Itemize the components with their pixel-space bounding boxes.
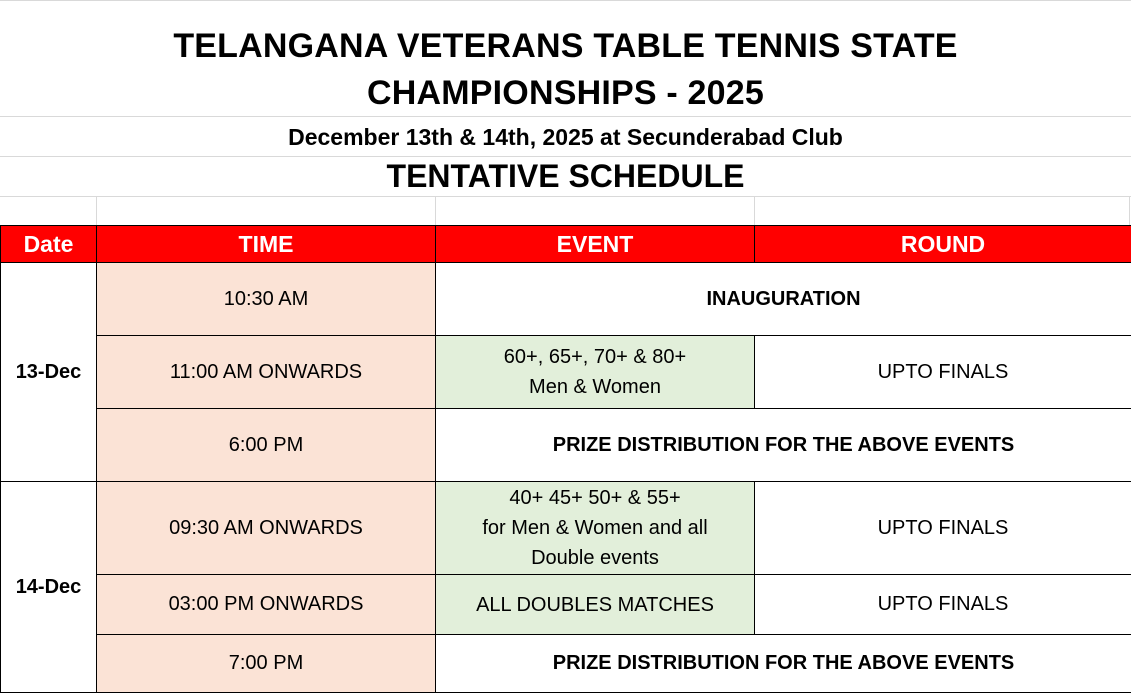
table-row: [1, 482, 1131, 575]
event-line: Men & Women: [529, 376, 661, 398]
column-header-date: Date: [1, 226, 97, 263]
merged-event-cell: PRIZE DISTRIBUTION FOR THE ABOVE EVENTS: [436, 635, 1131, 693]
time-cell: 11:00 AM ONWARDS: [97, 336, 436, 409]
table-row: [1, 263, 1131, 336]
merged-event-cell: PRIZE DISTRIBUTION FOR THE ABOVE EVENTS: [436, 409, 1131, 482]
title-line-2: CHAMPIONSHIPS - 2025: [367, 74, 764, 112]
schedule-heading: TENTATIVE SCHEDULE: [386, 158, 745, 194]
table-row: [1, 336, 1131, 409]
round-cell: UPTO FINALS: [755, 575, 1131, 635]
gridline: [435, 197, 436, 225]
event-line: for Men & Women and all: [482, 517, 708, 539]
gridline: [0, 116, 1131, 117]
date-cell: 14-Dec: [1, 482, 97, 693]
schedule-table: [0, 225, 1131, 693]
column-header-round: ROUND: [755, 226, 1131, 263]
event-line: 40+ 45+ 50+ & 55+: [509, 487, 681, 509]
column-header-event: EVENT: [436, 226, 755, 263]
time-cell: 7:00 PM: [97, 635, 436, 693]
time-cell: 09:30 AM ONWARDS: [97, 482, 436, 575]
gridline: [1129, 197, 1130, 225]
event-cell: [436, 482, 755, 575]
merged-event-cell: INAUGURATION: [436, 263, 1131, 336]
gridline: [96, 197, 97, 225]
event-date-venue: December 13th & 14th, 2025 at Secunderabad Club: [288, 124, 843, 150]
time-cell: 6:00 PM: [97, 409, 436, 482]
event-cell: ALL DOUBLES MATCHES: [436, 575, 755, 635]
gridline: [0, 156, 1131, 157]
title-line-1: TELANGANA VETERANS TABLE TENNIS STATE: [173, 27, 958, 65]
event-line: 60+, 65+, 70+ & 80+: [503, 346, 687, 368]
column-header-time: TIME: [97, 226, 436, 263]
table-row: [1, 635, 1131, 693]
gridline: [0, 196, 1131, 197]
event-cell: [436, 336, 755, 409]
time-cell: 03:00 PM ONWARDS: [97, 575, 436, 635]
event-line: Double events: [531, 547, 659, 569]
gridline: [0, 0, 1131, 1]
table-row: [1, 575, 1131, 635]
header-row: [1, 226, 1131, 263]
round-cell: UPTO FINALS: [755, 482, 1131, 575]
date-cell: 13-Dec: [1, 263, 97, 482]
round-cell: UPTO FINALS: [755, 336, 1131, 409]
table-row: [1, 409, 1131, 482]
gridline: [754, 197, 755, 225]
time-cell: 10:30 AM: [97, 263, 436, 336]
